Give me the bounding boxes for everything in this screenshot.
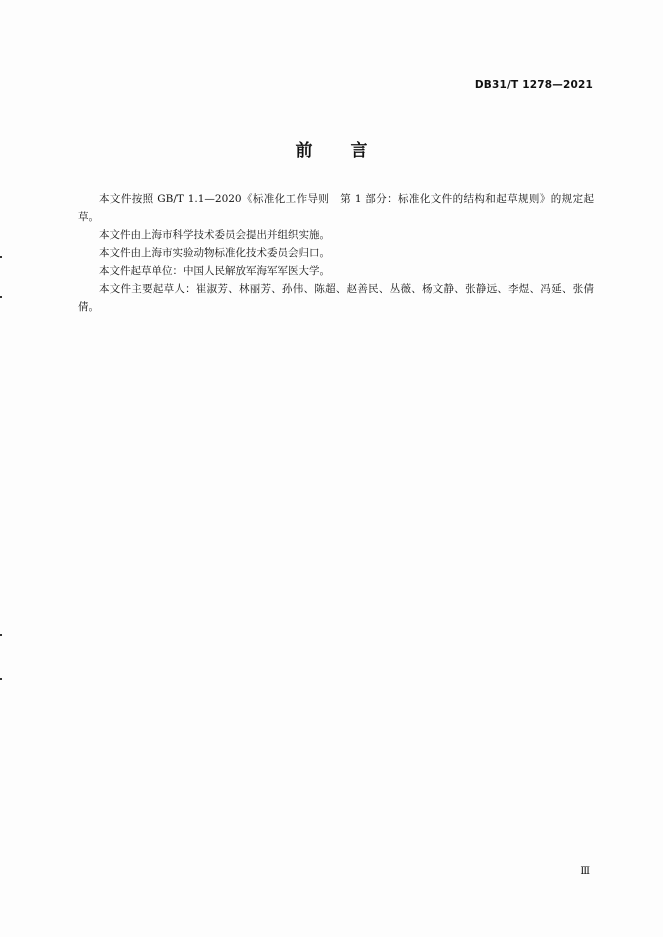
paragraph-drafters: 本文件主要起草人：崔淑芳、林丽芳、孙伟、陈超、赵善民、丛薇、杨文静、张静远、李煜、冯延、张倩倩。 — [78, 283, 594, 313]
scan-artifact-mark — [0, 256, 2, 258]
paragraph-drafting-rules: 本文件按照 GB/T 1.1—2020《标准化工作导则 第 1 部分：标准化文件的结构和起草规则》的规定起草。 — [78, 193, 594, 223]
scan-artifact-mark — [0, 634, 2, 636]
scan-artifact-mark — [0, 678, 2, 680]
foreword-body — [78, 190, 594, 316]
page-number: Ⅲ — [580, 866, 590, 877]
page-title: 前言 — [295, 141, 406, 161]
paragraph-drafting-unit: 本文件起草单位：中国人民解放军海军军医大学。 — [99, 265, 330, 277]
standard-code: DB31/T 1278—2021 — [474, 79, 593, 91]
scan-artifact-mark — [0, 296, 2, 298]
paragraph-administrator: 本文件由上海市实验动物标准化技术委员会归口。 — [99, 247, 330, 259]
paragraph-proposer: 本文件由上海市科学技术委员会提出并组织实施。 — [99, 229, 330, 241]
